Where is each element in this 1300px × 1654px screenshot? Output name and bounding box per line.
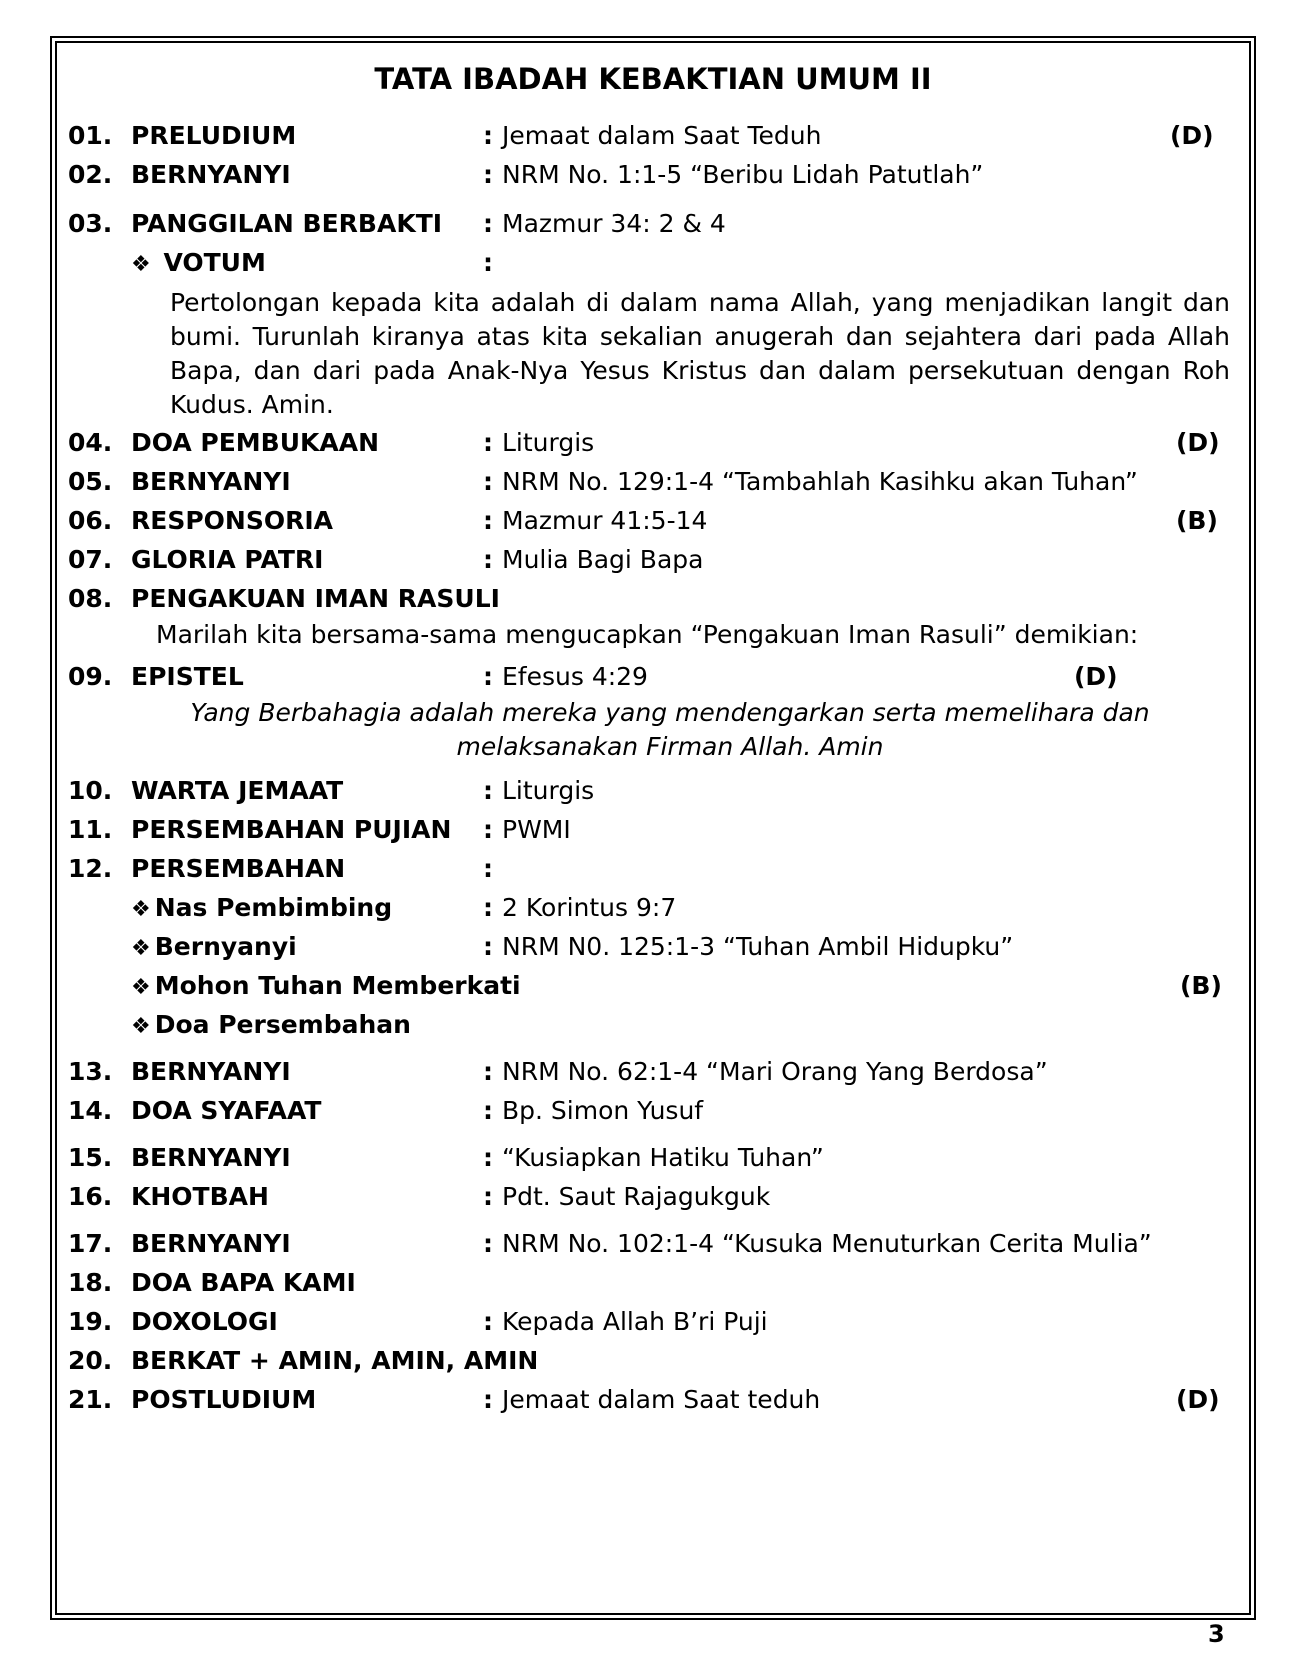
subitem-label: ❖ Nas Pembimbing (131, 893, 393, 922)
subitem-label: ❖ Mohon Tuhan Memberkati (131, 971, 521, 1000)
subitem-value: 2 Korintus 9:7 (502, 893, 677, 922)
item-value: Jemaat dalam Saat Teduh (502, 121, 822, 150)
item-colon: : (483, 160, 493, 189)
item-label: DOA BAPA KAMI (131, 1268, 356, 1297)
diamond-bullet-icon: ❖ (131, 936, 151, 961)
item-value: “Kusiapkan Hatiku Tuhan” (502, 1143, 824, 1172)
diamond-bullet-icon: ❖ (131, 975, 151, 1000)
list-item (0, 545, 1300, 585)
item-label: DOXOLOGI (131, 1307, 278, 1336)
list-item (0, 1057, 1300, 1097)
item-value: Mazmur 34: 2 & 4 (502, 209, 726, 238)
votum-text: Pertolongan kepada kita adalah di dalam nama Allah, yang menjadikan langit dan bumi. Turunlah kiranya atas kita sekalian anugerah dan sejahtera dari pada Allah Bapa, dan dari pada Anak-Nya Yesus Kristus dan dalam persekutuan dengan Roh Kudus. Amin. (170, 288, 1230, 419)
item-label: BERNYANYI (131, 467, 291, 496)
item-value: NRM No. 1:1-5 “Beribu Lidah Patutlah” (502, 160, 984, 189)
item-label: EPISTEL (131, 662, 244, 691)
item-colon: : (483, 467, 493, 496)
list-item (0, 1096, 1300, 1136)
item-code: (D) (1176, 1385, 1220, 1414)
item-label: PENGAKUAN IMAN RASULI (131, 584, 500, 613)
item-number: 03. (68, 209, 113, 238)
list-item (0, 1143, 1300, 1183)
item-number: 05. (68, 467, 113, 496)
epistel-response: Yang Berbahagia adalah mereka yang mendengarkan serta memelihara dan melaksanakan Firman Allah. Amin (190, 698, 1150, 761)
item-colon: : (483, 854, 493, 883)
list-item (0, 209, 1300, 249)
item-colon: : (483, 209, 493, 238)
item-value: NRM No. 102:1-4 “Kusuka Menuturkan Cerita Mulia” (502, 1229, 1152, 1258)
diamond-bullet-icon: ❖ (131, 1014, 151, 1039)
item-colon: : (483, 121, 493, 150)
list-item (0, 467, 1300, 507)
list-item (0, 815, 1300, 855)
item-number: 13. (68, 1057, 113, 1086)
item-value: Mazmur 41:5-14 (502, 506, 708, 535)
item-label: POSTLUDIUM (131, 1385, 317, 1414)
item-code: (D) (1176, 428, 1220, 457)
item-value: Bp. Simon Yusuf (502, 1096, 704, 1125)
subitem-colon: : (483, 893, 493, 922)
subitem-colon: : (483, 932, 493, 961)
list-item (0, 1346, 1300, 1386)
item-label: PRELUDIUM (131, 121, 297, 150)
list-item (0, 1307, 1300, 1347)
item-value: Mulia Bagi Bapa (502, 545, 704, 574)
offering-subitem (0, 932, 1300, 972)
item-code: (B) (1176, 506, 1218, 535)
list-item (0, 854, 1300, 894)
item-colon: : (483, 662, 493, 691)
item-value: Jemaat dalam Saat teduh (502, 1385, 821, 1414)
item-label: BERNYANYI (131, 160, 291, 189)
item-label: BERNYANYI (131, 1143, 291, 1172)
item-value: Liturgis (502, 428, 595, 457)
item-colon: : (483, 1096, 493, 1125)
item-label: DOA SYAFAAT (131, 1096, 322, 1125)
item-number: 07. (68, 545, 113, 574)
subitem-value: NRM N0. 125:1-3 “Tuhan Ambil Hidupku” (502, 932, 1014, 961)
item-colon: : (483, 815, 493, 844)
list-item (0, 428, 1300, 468)
votum-colon: : (483, 248, 493, 277)
page-title: TATA IBADAH KEBAKTIAN UMUM II (374, 62, 932, 96)
item-number: 21. (68, 1385, 113, 1414)
list-item (0, 1385, 1300, 1425)
item-number: 08. (68, 584, 113, 613)
item-colon: : (483, 1143, 493, 1172)
item-colon: : (483, 776, 493, 805)
item-number: 14. (68, 1096, 113, 1125)
item-label: PERSEMBAHAN PUJIAN (131, 815, 452, 844)
list-item (0, 1268, 1300, 1308)
item-label: PERSEMBAHAN (131, 854, 346, 883)
item-number: 09. (68, 662, 113, 691)
diamond-bullet-icon: ❖ (131, 897, 151, 922)
list-item (0, 776, 1300, 816)
item-number: 04. (68, 428, 113, 457)
creed-intro: Marilah kita bersama-sama mengucapkan “Pengakuan Iman Rasuli” demikian: (156, 620, 1139, 649)
item-value: PWMI (502, 815, 571, 844)
diamond-bullet-icon: ❖ (131, 252, 151, 277)
item-code: (D) (1170, 121, 1214, 150)
item-label: RESPONSORIA (131, 506, 333, 535)
list-item (0, 584, 1300, 624)
item-colon: : (483, 428, 493, 457)
list-item (0, 506, 1300, 546)
offering-subitem (0, 971, 1300, 1011)
item-number: 20. (68, 1346, 113, 1375)
item-label: KHOTBAH (131, 1182, 269, 1211)
item-value: Efesus 4:29 (502, 662, 648, 691)
item-label: BERNYANYI (131, 1057, 291, 1086)
item-label: DOA PEMBUKAAN (131, 428, 380, 457)
item-colon: : (483, 1182, 493, 1211)
item-number: 01. (68, 121, 113, 150)
item-value: Kepada Allah B’ri Puji (502, 1307, 768, 1336)
page-number: 3 (1208, 1620, 1225, 1648)
item-number: 18. (68, 1268, 113, 1297)
list-item (0, 160, 1300, 200)
item-label: GLORIA PATRI (131, 545, 324, 574)
item-value: Liturgis (502, 776, 595, 805)
votum-row (0, 248, 1300, 288)
item-label: BERNYANYI (131, 1229, 291, 1258)
item-number: 19. (68, 1307, 113, 1336)
item-number: 12. (68, 854, 113, 883)
item-number: 10. (68, 776, 113, 805)
item-value: Pdt. Saut Rajagukguk (502, 1182, 771, 1211)
item-value: NRM No. 62:1-4 “Mari Orang Yang Berdosa” (502, 1057, 1048, 1086)
item-number: 06. (68, 506, 113, 535)
offering-subitem (0, 1010, 1300, 1050)
item-value: NRM No. 129:1-4 “Tambahlah Kasihku akan Tuhan” (502, 467, 1138, 496)
list-item (0, 1182, 1300, 1222)
item-colon: : (483, 1057, 493, 1086)
item-label: WARTA JEMAAT (131, 776, 344, 805)
item-number: 17. (68, 1229, 113, 1258)
item-code: (D) (1074, 662, 1118, 691)
item-number: 15. (68, 1143, 113, 1172)
item-number: 11. (68, 815, 113, 844)
item-colon: : (483, 506, 493, 535)
item-number: 16. (68, 1182, 113, 1211)
item-label: BERKAT + AMIN, AMIN, AMIN (131, 1346, 539, 1375)
item-colon: : (483, 545, 493, 574)
list-item (0, 1229, 1300, 1269)
item-colon: : (483, 1229, 493, 1258)
list-item (0, 121, 1300, 161)
subitem-label: ❖ Bernyanyi (131, 932, 297, 961)
subitem-code: (B) (1180, 971, 1222, 1000)
offering-subitem (0, 893, 1300, 933)
votum-label: ❖ VOTUM (131, 248, 266, 277)
item-label: PANGGILAN BERBAKTI (131, 209, 443, 238)
item-colon: : (483, 1385, 493, 1414)
subitem-label: ❖ Doa Persembahan (131, 1010, 411, 1039)
item-colon: : (483, 1307, 493, 1336)
item-number: 02. (68, 160, 113, 189)
